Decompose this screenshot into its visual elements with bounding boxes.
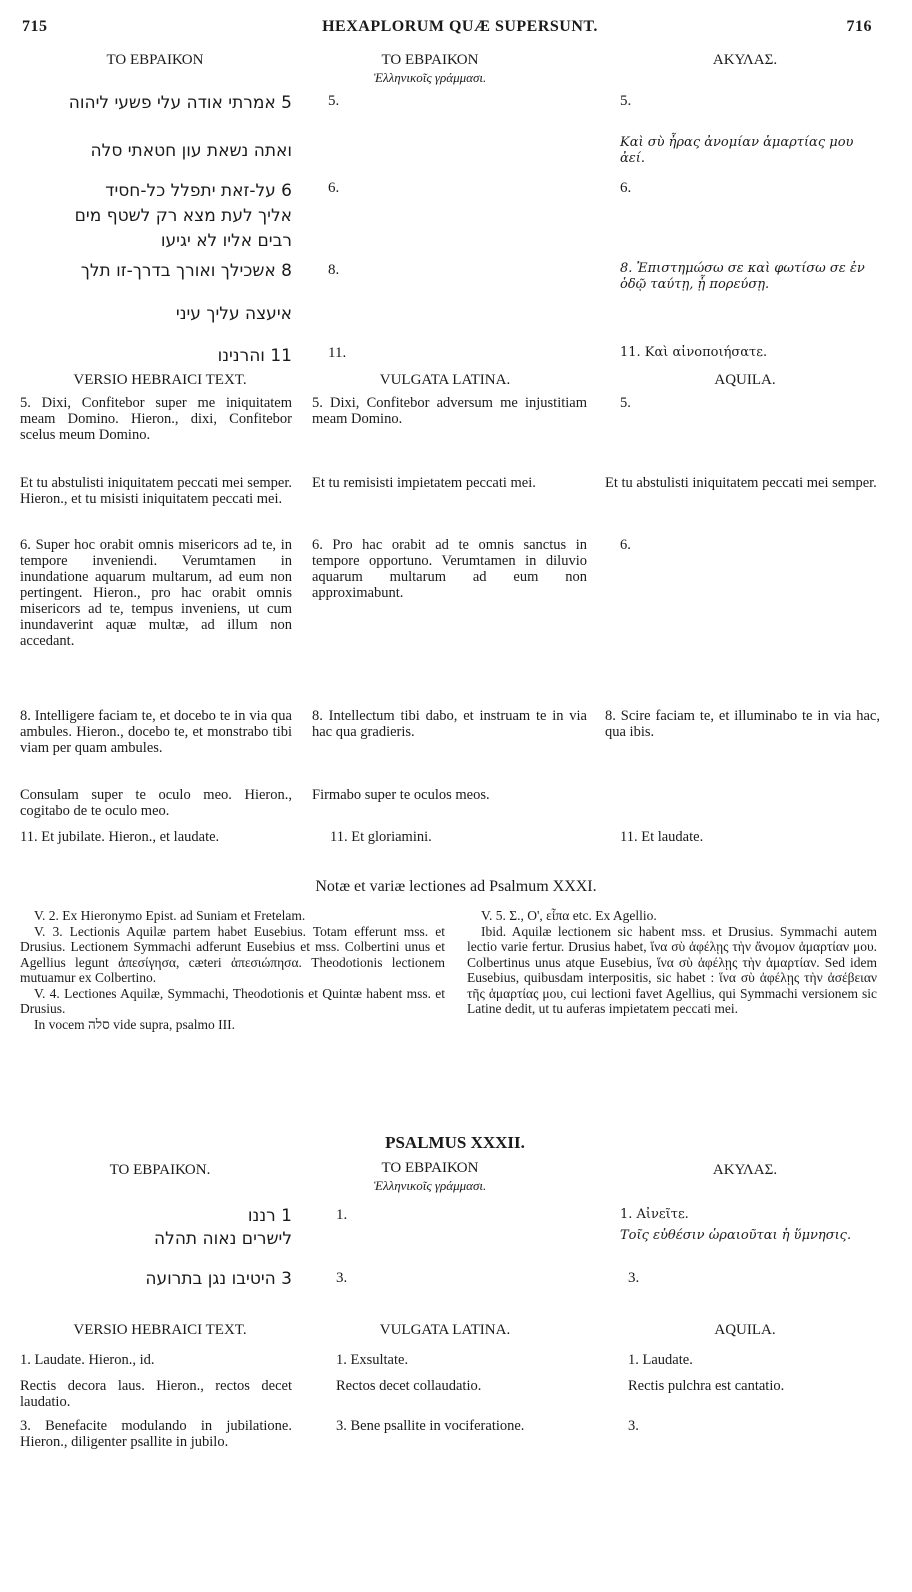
latin-head-aquila: AQUILA. bbox=[714, 1322, 776, 1338]
versio-paragraph: Rectis decora laus. Hieron., rectos decet laudatio. bbox=[20, 1378, 292, 1410]
hebrew-line: 1 רננו bbox=[247, 1206, 292, 1226]
versio-paragraph: 6. Super hoc orabit omnis misericors ad te, in tempore inveniendi. Verumtamen in inundatione aquarum multarum, ad eum non pertingent. Hieron., pro hac orabit omnis misericors ad te, tempus inveniens, ut cum inundaverint aquæ multæ, ad illum non accedant. bbox=[20, 537, 292, 649]
note-paragraph: V. 2. Ex Hieronymo Epist. ad Suniam et Fretelam. bbox=[34, 908, 306, 923]
notes-right-column bbox=[467, 908, 877, 1017]
hebrew-line: לישרים נאוה תהלה bbox=[154, 1229, 292, 1249]
aquila-latin-paragraph: 6. bbox=[620, 537, 631, 553]
aquila-latin-paragraph: 11. Et laudate. bbox=[620, 829, 704, 845]
col-head-aquila: ΑΚΥΛΑΣ. bbox=[712, 52, 778, 68]
vulgata-paragraph: Et tu remisisti impietatem peccati mei. bbox=[312, 475, 536, 491]
col-head-hebrew: ΤΟ ΕΒΡΑΙΚΟΝ bbox=[106, 52, 204, 68]
aquila-latin-paragraph: 5. bbox=[620, 395, 631, 411]
aquila-verse-number: 3. bbox=[628, 1270, 640, 1286]
aquila-latin-paragraph: 8. Scire faciam te, et illuminabo te in via hac, qua ibis. bbox=[605, 708, 880, 740]
col-head-hebrew: ΤΟ ΕΒΡΑΙΚΟΝ. bbox=[109, 1162, 211, 1178]
aquila-latin-paragraph: Et tu abstulisti iniquitatem peccati mei semper. bbox=[605, 475, 877, 491]
aquila-latin-paragraph: Rectis pulchra est cantatio. bbox=[628, 1378, 785, 1394]
hebrew-line: ואתה נשאת עון חטאתי סלה bbox=[90, 141, 292, 161]
verse-number: 3. bbox=[336, 1270, 348, 1286]
versio-paragraph: 1. Laudate. Hieron., id. bbox=[20, 1352, 155, 1368]
verse-number: 6. bbox=[328, 180, 340, 196]
latin-head-aquila: AQUILA. bbox=[714, 372, 776, 388]
versio-paragraph: 3. Benefacite modulando in jubilatione. Hieron., diligenter psallite in jubilo. bbox=[20, 1418, 292, 1450]
hebrew-line: 6 על-זאת יתפלל כל-חסיד bbox=[105, 181, 292, 201]
col-subhead-greek-letters: Ἑλληνικοῖς γράμμασι. bbox=[373, 1178, 487, 1193]
vulgata-paragraph: 1. Exsultate. bbox=[336, 1352, 409, 1368]
col-head-aquila: ΑΚΥΛΑΣ. bbox=[712, 1162, 778, 1178]
note-paragraph: V. 3. Lectionis Aquilæ partem habet Eusebius. Totam efferunt mss. et Drusius. Lectionem Symmachi adferunt Eusebius et mss. Colbertini unus et Agellius legunt ἀπεσίγησα, cæteri ἀπεσιώπησα. Theodotionis lectionem mutuamur ex Colbertino. bbox=[20, 923, 445, 985]
versio-paragraph: 11. Et jubilate. Hieron., et laudate. bbox=[20, 829, 220, 845]
verse-number: 5. bbox=[328, 93, 340, 109]
latin-head-versio: VERSIO HEBRAICI TEXT. bbox=[73, 372, 247, 388]
aquila-latin-paragraph: 3. bbox=[628, 1418, 639, 1434]
vulgata-paragraph: 3. Bene psallite in vociferatione. bbox=[336, 1418, 525, 1434]
notes-title: Notæ et variæ lectiones ad Psalmum XXXI. bbox=[315, 878, 597, 895]
note-paragraph: Ibid. Aquilæ lectionem sic habent mss. et Drusius. Symmachi autem lectio varie fertur. Drusius habet, ἵνα σὺ ἀφέλῃς τὴν ἄνομον ἁμαρτίαν μου. Colbertinus unus atque Eusebius, ἵνα σὺ ἀφέλῃς τὴν ἁμαρτίαν. Sed idem Eusebius, quibusdam interpositis, sic habet : ἵνα σὺ ἀφέλῃς τὴν ἀσέβειαν τῆς ἁμαρτίας μου, cui lectioni favet Agellius, qui Symmachi versionem sic Latine dedit, ut tu auferas impietatem peccati mei. bbox=[467, 923, 877, 1016]
aquila-greek-text: Τοῖς εὐθέσιν ὡραιοῦται ἡ ὕμνησις. bbox=[620, 1228, 852, 1243]
note-paragraph: V. 5. Σ., Ο', εἶπα etc. Ex Agellio. bbox=[481, 908, 657, 923]
latin-head-vulgata: VULGATA LATINA. bbox=[379, 1322, 511, 1338]
running-title: HEXAPLORUM QUÆ SUPERSUNT. bbox=[322, 18, 598, 35]
latin-head-versio: VERSIO HEBRAICI TEXT. bbox=[73, 1322, 247, 1338]
verse-number: 11. bbox=[328, 345, 347, 361]
aquila-greek-text: Καὶ σὺ ἦρας ἀνομίαν ἁμαρτίας μου ἀεί. bbox=[620, 135, 854, 166]
hebrew-line: איעצה עליך עיני bbox=[175, 304, 292, 324]
hebrew-line: 8 אשכילך ואורך בדרך-זו תלך bbox=[80, 261, 292, 281]
notes-left-column bbox=[20, 908, 445, 1032]
aquila-verse-number: 6. bbox=[620, 180, 632, 196]
verse-number: 8. bbox=[328, 262, 340, 278]
vulgata-paragraph: Firmabo super te oculos meos. bbox=[312, 787, 490, 803]
col-subhead-greek-letters: Ἑλληνικοῖς γράμμασι. bbox=[373, 70, 487, 85]
hebrew-line: 3 היטיבו נגן בתרועה bbox=[145, 1269, 292, 1289]
aquila-greek-text: 8. Ἐπιστημώσω σε καὶ φωτίσω σε ἐν ὁδῷ ταύτῃ, ᾗ πορεύσῃ. bbox=[620, 261, 865, 292]
aquila-greek-text: 11. Καὶ αἰνοποιήσατε. bbox=[620, 345, 768, 360]
left-page-number: 715 bbox=[22, 18, 48, 35]
vulgata-paragraph: 8. Intellectum tibi dabo, et instruam te in via hac qua gradieris. bbox=[312, 708, 587, 740]
hebrew-line: אליך לעת מצא רק לשטף מים bbox=[74, 206, 292, 226]
vulgata-paragraph: 6. Pro hac orabit ad te omnis sanctus in tempore opportuno. Verumtamen in diluvio aquarum multarum ad eum non approximabunt. bbox=[312, 537, 587, 601]
col-head-hebrew-greek: ΤΟ ΕΒΡΑΙΚΟΝ bbox=[381, 1160, 479, 1176]
note-paragraph: In vocem סלה vide supra, psalmo III. bbox=[34, 1016, 235, 1032]
versio-paragraph: Consulam super te oculo meo. Hieron., cogitabo de te oculo meo. bbox=[20, 787, 292, 819]
vulgata-paragraph: 5. Dixi, Confitebor adversum me injustitiam meam Domino. bbox=[312, 395, 587, 427]
aquila-greek-text: 1. Αἰνεῖτε. bbox=[620, 1207, 689, 1222]
vulgata-paragraph: Rectos decet collaudatio. bbox=[336, 1378, 482, 1394]
versio-paragraph: 8. Intelligere faciam te, et docebo te in via qua ambules. Hieron., docebo te, et monstrabo tibi viam per quam ambules. bbox=[20, 708, 292, 756]
versio-paragraph: 5. Dixi, Confitebor super me iniquitatem meam Domino. Hieron., dixi, Confitebor scelus meum Domino. bbox=[20, 395, 292, 443]
hebrew-line: רבים אליו לא יגיעו bbox=[160, 231, 292, 251]
vulgata-paragraph: 11. Et gloriamini. bbox=[330, 829, 432, 845]
right-page-number: 716 bbox=[846, 18, 872, 35]
psalm-title: PSALMUS XXXII. bbox=[385, 1133, 525, 1152]
aquila-latin-paragraph: 1. Laudate. bbox=[628, 1352, 693, 1368]
versio-paragraph: Et tu abstulisti iniquitatem peccati mei semper. Hieron., et tu misisti iniquitatem peccati mei. bbox=[20, 475, 292, 507]
aquila-verse-number: 5. bbox=[620, 93, 632, 109]
hebrew-line: 5 אמרתי אודה עלי פשעי ליהוה bbox=[68, 93, 292, 113]
note-paragraph: V. 4. Lectiones Aquilæ, Symmachi, Theodotionis et Quintæ habent mss. et Drusius. bbox=[20, 985, 445, 1016]
latin-head-vulgata: VULGATA LATINA. bbox=[379, 372, 511, 388]
col-head-hebrew-greek: ΤΟ ΕΒΡΑΙΚΟΝ bbox=[381, 52, 479, 68]
verse-number: 1. bbox=[336, 1207, 348, 1223]
hebrew-line: 11 והרנינו bbox=[217, 346, 292, 366]
